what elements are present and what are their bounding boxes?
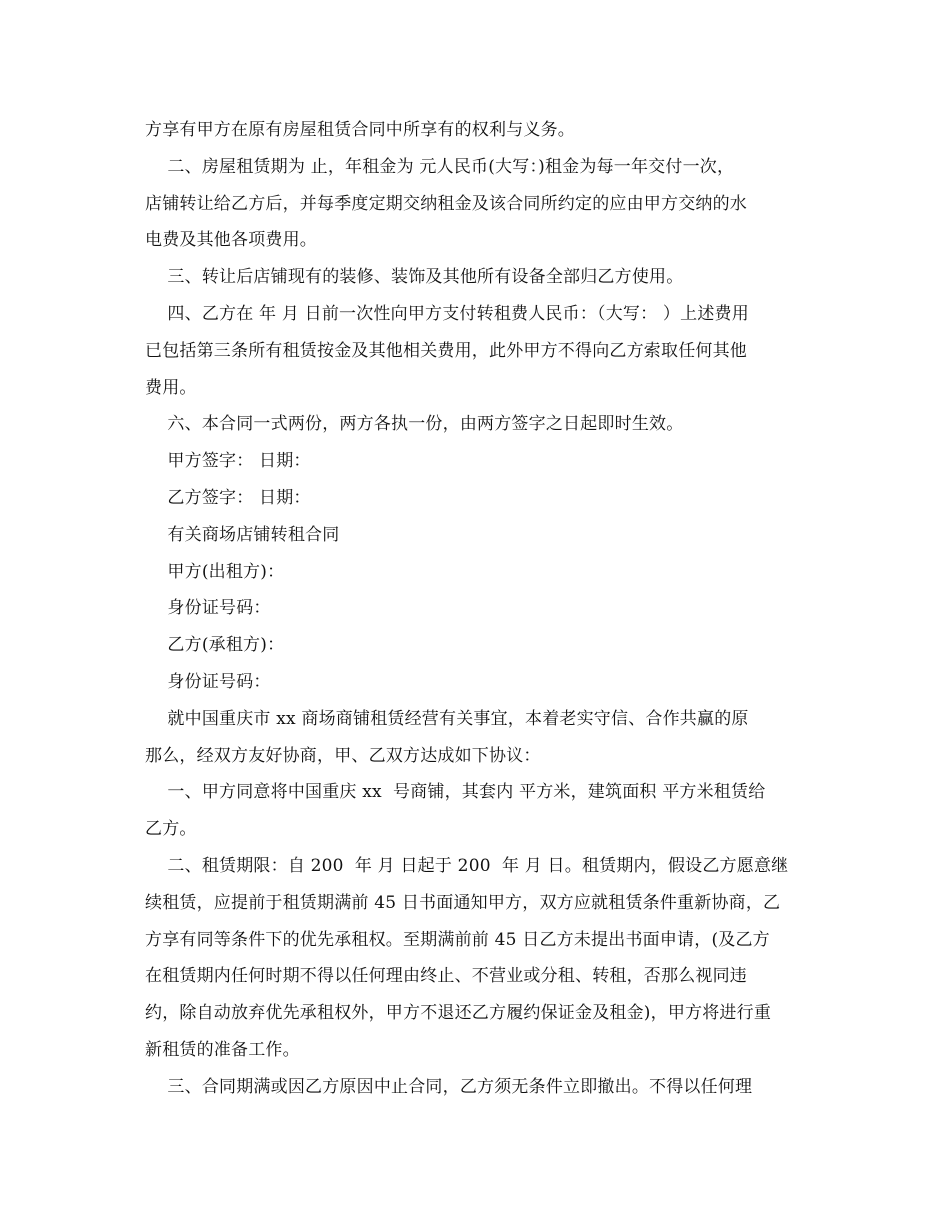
- document-body: [145, 112, 810, 1106]
- text-line: 三、转让后店铺现有的装修、装饰及其他所有设备全部归乙方使用。: [145, 267, 684, 288]
- text-line: 已包括第三条所有租赁按金及其他相关费用，此外甲方不得向乙方索取任何其他: [145, 340, 747, 361]
- text-line: 在租赁期内任何时期不得以任何理由终止、不营业或分租、转租，否那么视同违: [145, 966, 747, 987]
- text-line: 店铺转让给乙方后，并每季度定期交纳租金及该合同所约定的应由甲方交纳的水: [145, 193, 747, 214]
- signature-line: 甲方签字： 日期：: [145, 451, 311, 472]
- party-field: 身份证号码：: [145, 671, 271, 692]
- text-line: 乙方。: [145, 819, 197, 840]
- party-field: 身份证号码：: [145, 598, 271, 619]
- text-line: 一、甲方同意将中国重庆 xx 号商铺，其套内 平方米，建筑面积 平方米租赁给: [145, 782, 766, 803]
- text-line: 那么，经双方友好协商，甲、乙双方达成如下协议：: [145, 745, 541, 766]
- text-line: 四、乙方在 年 月 日前一次性向甲方支付转租费人民币：（大写： ）上述费用: [145, 303, 749, 324]
- text-line: 方享有甲方在原有房屋租赁合同中所享有的权利与义务。: [145, 120, 575, 140]
- text-line: 二、房屋租赁期为 止，年租金为 元人民币(大写：)租金为每一年交付一次，: [145, 156, 735, 177]
- text-line: 六、本合同一式两份，两方各执一份，由两方签字之日起即时生效。: [145, 414, 684, 435]
- text-line: 续租赁，应提前于租赁期满前 45 日书面通知甲方，双方应就租赁条件重新协商，乙: [145, 892, 781, 913]
- text-line: 费用。: [145, 377, 197, 398]
- text-line: 约，除自动放弃优先承租权外，甲方不退还乙方履约保证金及租金)，甲方将进行重: [145, 1003, 772, 1024]
- text-line: 就中国重庆市 xx 商场商铺租赁经营有关事宜，本着老实守信、合作共赢的原: [145, 708, 749, 729]
- text-line: 新租赁的准备工作。: [145, 1039, 300, 1060]
- text-line: 二、租赁期限：自 200 年 月 日起于 200 年 月 日。租赁期内，假设乙方愿意继: [145, 855, 789, 876]
- party-field: 乙方(承租方)：: [145, 635, 285, 656]
- party-field: 甲方(出租方)：: [145, 561, 285, 582]
- text-line: 三、合同期满或因乙方原因中止合同，乙方须无条件立即撤出。不得以任何理: [145, 1076, 753, 1097]
- signature-line: 乙方签字： 日期：: [145, 487, 311, 508]
- text-line: 电费及其他各项费用。: [145, 230, 317, 251]
- contract-title: 有关商场店铺转租合同: [145, 524, 340, 545]
- text-line: 方享有同等条件下的优先承租权。至期满前前 45 日乙方未提出书面申请，(及乙方: [145, 929, 770, 950]
